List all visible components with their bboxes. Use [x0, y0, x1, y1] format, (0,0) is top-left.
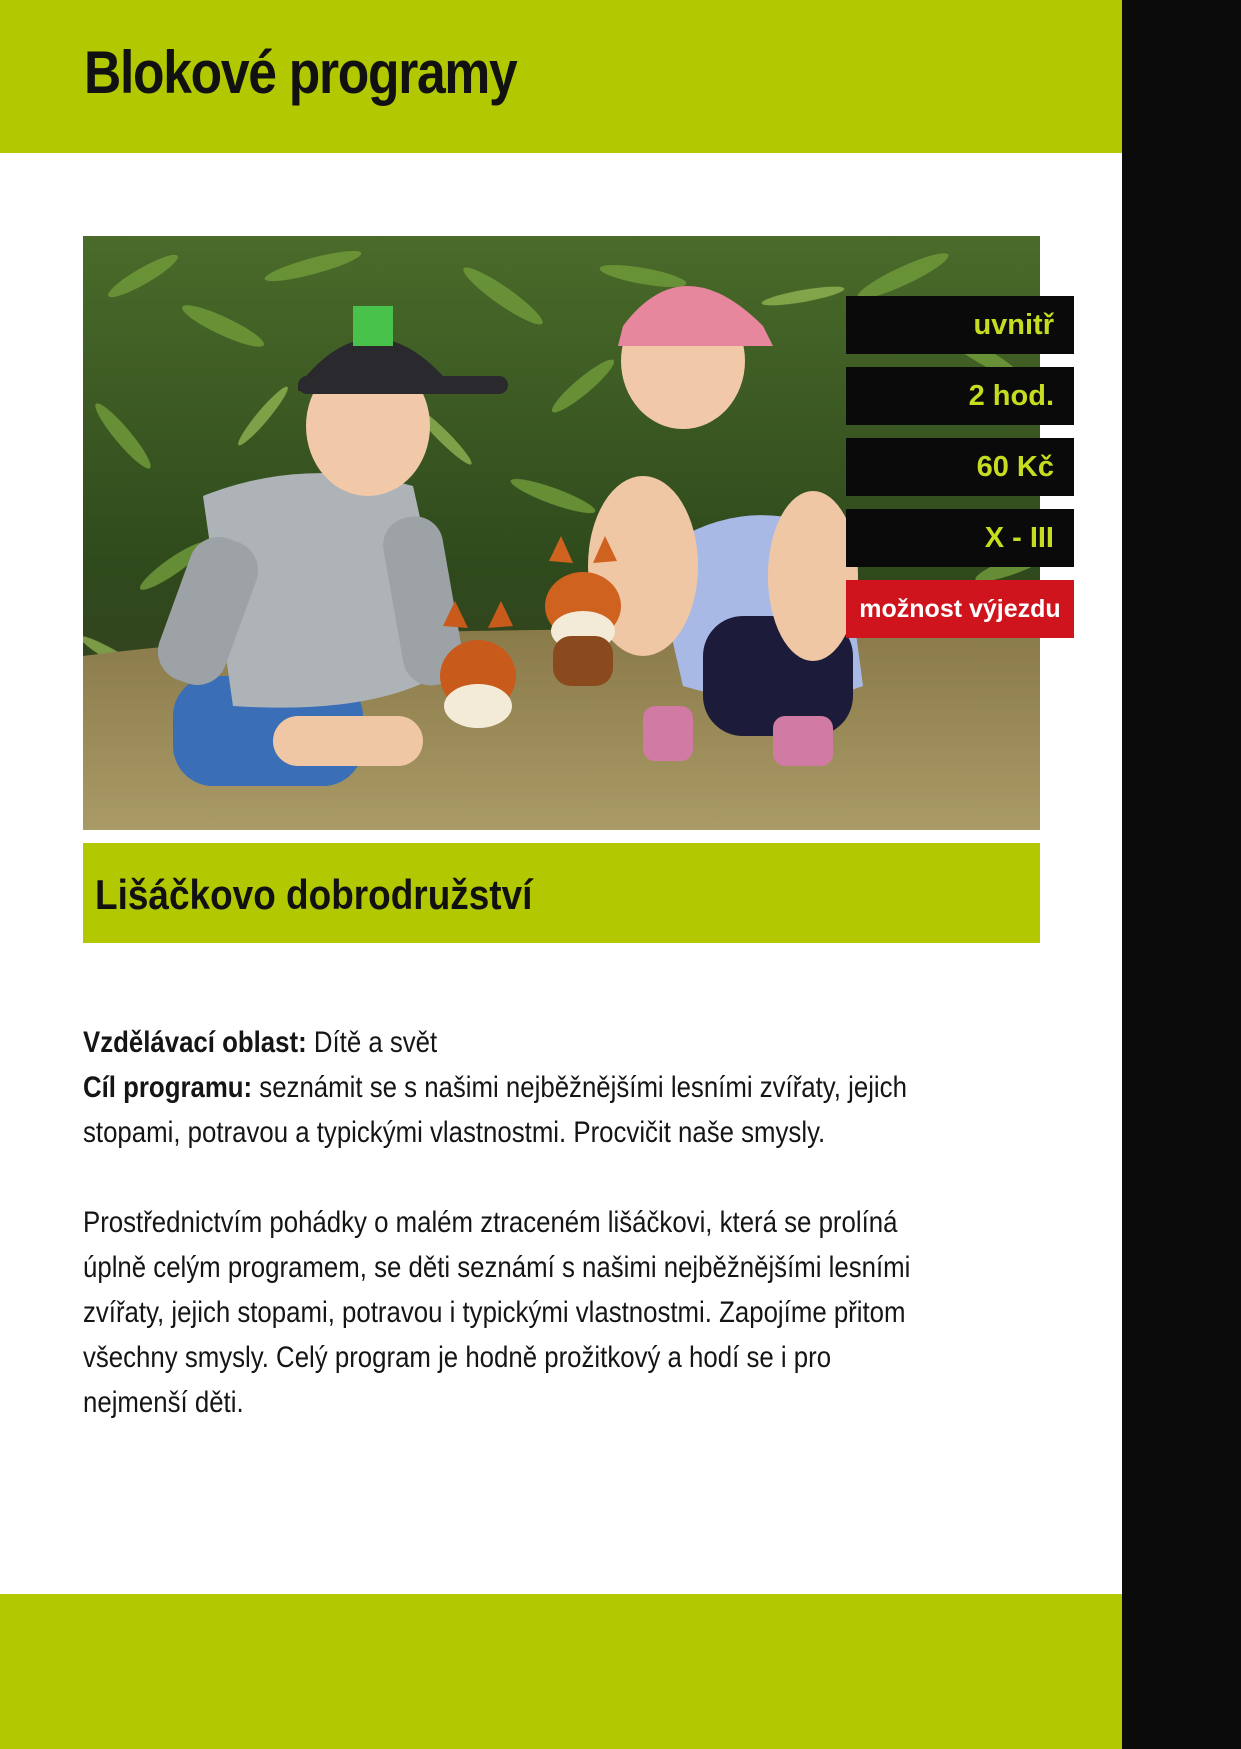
footer-band — [0, 1594, 1122, 1749]
program-goal-label: Cíl programu: — [83, 1071, 253, 1104]
tag-offsite: možnost výjezdu — [846, 580, 1074, 638]
tag-price: 60 Kč — [846, 438, 1074, 496]
education-area-value: Dítě a svět — [306, 1026, 438, 1059]
page-title: Blokové programy — [84, 39, 517, 106]
tag-duration: 2 hod. — [846, 367, 1074, 425]
program-goal — [83, 1065, 934, 1155]
program-body-text: Prostřednictvím pohádky o malém ztraceném lišáčkovi, která se prolíná úplně celým programem, se děti seznámí s našimi nejběžnějšími lesními zvířaty, jejich stopami, potravou i typickými vlastnostmi. Zapojíme přitom všechny smysly. Celý program je hodně prožitkový a hodí se i pro nejmenší děti. — [83, 1206, 911, 1419]
program-title-band — [83, 843, 1040, 943]
program-title: Lišáčkovo dobrodružství — [95, 871, 533, 918]
header-band — [0, 0, 1122, 153]
tag-location: uvnitř — [846, 296, 1074, 354]
education-area-label: Vzdělávací oblast: — [83, 1026, 307, 1059]
side-bar — [1122, 0, 1241, 1749]
tag-season: X - III — [846, 509, 1074, 567]
program-description — [83, 1020, 934, 1425]
program-goal-value: seznámit se s našimi nejběžnějšími lesními zvířaty, jejich stopami, potravou a typickými vlastnostmi. Procvičit naše smysly. — [83, 1071, 907, 1149]
education-area — [83, 1020, 934, 1065]
